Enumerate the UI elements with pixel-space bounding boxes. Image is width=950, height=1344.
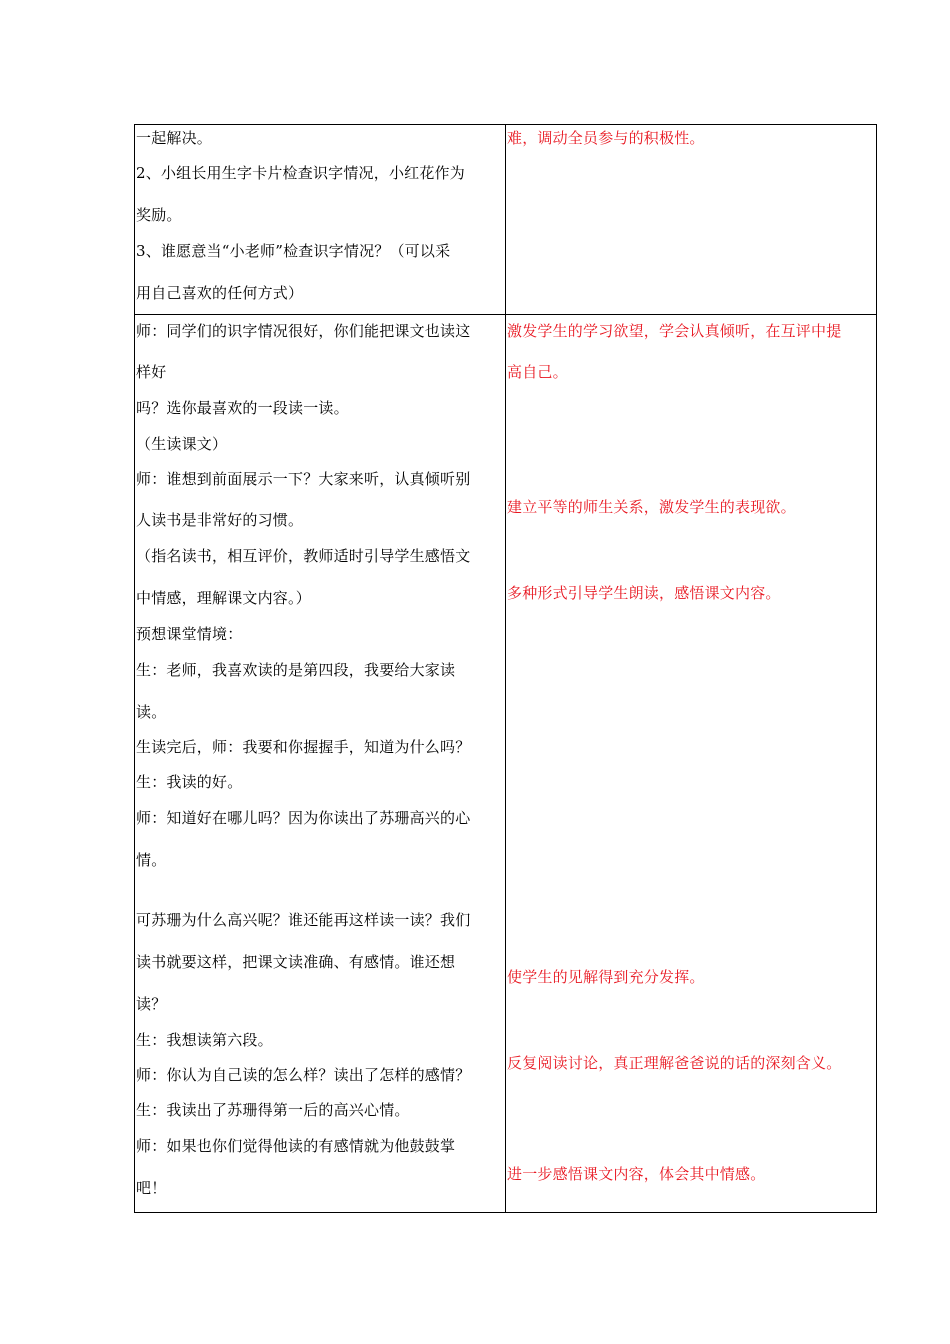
right-note: 建立平等的师生关系，激发学生的表现欲。: [507, 498, 796, 516]
column-divider: [505, 124, 506, 1213]
left-line: 样好: [136, 363, 167, 381]
left-line: 读。: [136, 703, 167, 721]
left-line: 吧！: [136, 1179, 167, 1197]
left-line: 一起解决。: [136, 129, 213, 147]
left-line: 人读书是非常好的习惯。: [136, 511, 304, 529]
right-note: 进一步感悟课文内容，体会其中情感。: [507, 1165, 766, 1183]
left-line: 师：谁想到前面展示一下？大家来听，认真倾听别: [136, 470, 471, 488]
left-line: 师：同学们的识字情况很好，你们能把课文也读这: [136, 322, 471, 340]
left-line: 情。: [136, 851, 167, 869]
left-line: 可苏珊为什么高兴呢？谁还能再这样读一读？我们: [136, 911, 471, 929]
right-note: 多种形式引导学生朗读，感悟课文内容。: [507, 584, 781, 602]
left-line: 师：知道好在哪儿吗？因为你读出了苏珊高兴的心: [136, 809, 471, 827]
left-line: 师：你认为自己读的怎么样？读出了怎样的感情？: [136, 1066, 471, 1084]
left-line: （生读课文）: [136, 435, 228, 453]
left-line: 生读完后，师：我要和你握握手，知道为什么吗？: [136, 738, 471, 756]
row-divider: [134, 314, 877, 315]
left-line: 生：老师，我喜欢读的是第四段，我要给大家读: [136, 661, 456, 679]
left-line: 读书就要这样，把课文读准确、有感情。谁还想: [136, 953, 456, 971]
left-line: 生：我想读第六段。: [136, 1031, 273, 1049]
left-line: 生：我读出了苏珊得第一后的高兴心情。: [136, 1101, 410, 1119]
right-note: 难，调动全员参与的积极性。: [507, 129, 705, 147]
left-line: 师：如果也你们觉得他读的有感情就为他鼓鼓掌: [136, 1137, 456, 1155]
left-line: 吗？选你最喜欢的一段读一读。: [136, 399, 349, 417]
left-line: （指名读书，相互评价，教师适时引导学生感悟文: [136, 547, 471, 565]
left-line: 中情感，理解课文内容。）: [136, 589, 311, 607]
right-note: 激发学生的学习欲望，学会认真倾听，在互评中提: [507, 322, 842, 340]
left-line: 用自己喜欢的任何方式）: [136, 284, 304, 302]
right-note: 使学生的见解得到充分发挥。: [507, 968, 705, 986]
left-line: 3、谁愿意当“小老师”检查识字情况？（可以采: [136, 242, 451, 260]
left-line: 奖励。: [136, 206, 182, 224]
left-line: 读？: [136, 995, 167, 1013]
left-line: 生：我读的好。: [136, 773, 243, 791]
left-line: 预想课堂情境：: [136, 625, 243, 643]
right-note: 反复阅读讨论，真正理解爸爸说的话的深刻含义。: [507, 1054, 842, 1072]
left-line: 2、小组长用生字卡片检查识字情况，小红花作为: [136, 164, 465, 182]
right-note: 高自己。: [507, 363, 568, 381]
